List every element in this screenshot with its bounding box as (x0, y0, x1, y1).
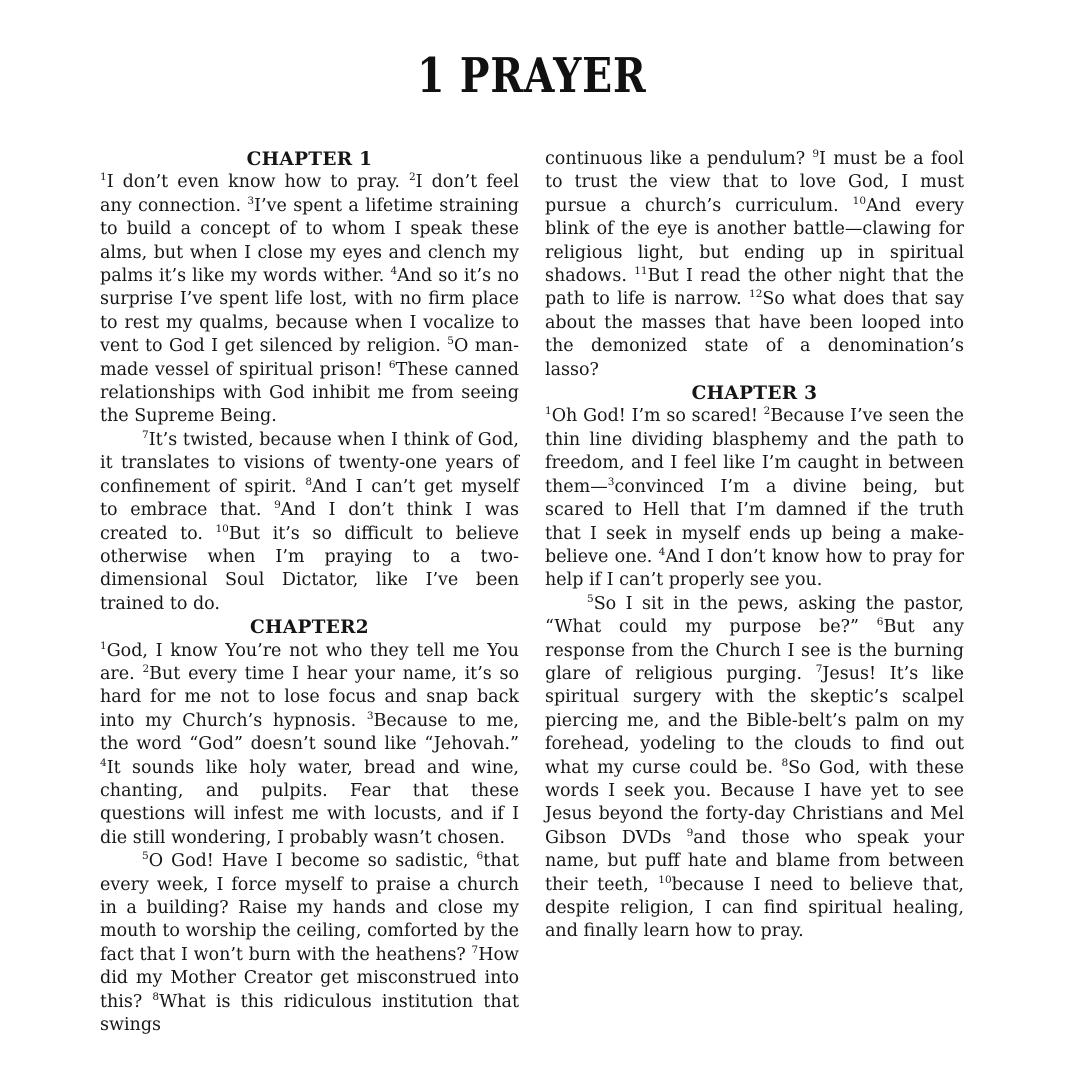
text-column-left (100, 148, 519, 1037)
verse-paragraph: $^1$Oh God! I’m so scared! $^2$Because I’ve seen the thin line dividing blasphemy and the path to freedom, and I feel like I’m caught in between them—$^3$convinced I’m a divine being, but scared to Hell that I’m damned if the truth that I seek in myself ends up being a make-believe one. $^4$And I don’t know how to pray for help if I can’t properly see you. (545, 405, 964, 591)
verse-number: 8 (305, 475, 312, 488)
verse-number: 7 (142, 429, 149, 442)
verse-number: 2 (408, 171, 416, 184)
verse-paragraph: $^7$It’s twisted, because when I think of God, it translates to visions of twenty-one years of confinement of spirit. $^8$And I can’t get myself to embrace that. $^9$And I don’t think I was created to. $^{10}$But it’s so difficult to believe otherwise when I’m praying to a two-dimensional Soul Dictator, like I’ve been trained to do. (100, 429, 520, 614)
page-title (100, 48, 964, 104)
verse-number: 7 (815, 663, 823, 676)
verse-number: 10 (215, 522, 229, 535)
verse-number: 6 (388, 358, 396, 371)
verse-number: 3 (366, 709, 374, 722)
chapter-heading: CHAPTER 1 (246, 149, 373, 170)
verse-number: 4 (390, 265, 398, 278)
verse-number: 8 (152, 990, 160, 1003)
verse-number: 5 (587, 592, 594, 605)
verse-paragraph: $^5$O God! Have I become so sadistic, $^6$that every week, I force myself to praise a church in a building? Raise my hands and close my mouth to worship the ceiling, comforted by the fact that I won’t burn with the heathens? $^7$How did my Mother Creator get misconstrued into this? $^8$What is this ridiculous institution that swings (100, 850, 519, 1036)
verse-number: 4 (658, 546, 666, 559)
verse-number: 1 (100, 171, 107, 184)
verse-number: 5 (447, 335, 454, 348)
verse-number: 9 (274, 499, 281, 512)
chapter-heading: CHAPTER 3 (691, 383, 818, 405)
verse-number: 6 (876, 616, 884, 629)
verse-number: 9 (686, 826, 694, 839)
verse-number: 1 (100, 639, 107, 652)
verse-number: 3 (607, 475, 615, 488)
verse-number: 10 (852, 194, 867, 207)
verse-number: 12 (749, 288, 763, 301)
verse-number: 10 (658, 873, 672, 886)
verse-number: 5 (142, 850, 149, 863)
verse-paragraph: continuous like a pendulum? $^9$I must be a fool to trust the view that to love God, I must pursue a church’s curriculum. $^{10}$And every blink of the eye is another battle—clawing for religious light, but ending up in spiritual shadows. $^{11}$But I read the other night that the path to life is narrow. $^{12}$So what does that say about the masses that have been looped into the demonized state of a denomination’s lasso? (545, 148, 965, 380)
verse-number: 8 (781, 756, 789, 769)
verse-paragraph: $^1$I don’t even know how to pray. $^2$I don’t feel any connection. $^3$I’ve spent a lifetime straining to build a concept of to whom I speak these alms, but when I close my eyes and clench my palms it’s like my words wither. $^4$And so it’s no surprise I’ve spent life lost, with no firm place to rest my qualms, because when I vocalize to vent to God I get silenced by religion. $^5$O man-made vessel of spiritual prison! $^6$These canned relationships with God inhibit me from seeing the Supreme Being. (100, 171, 519, 427)
page-title-text: 1 PRAYER (417, 48, 647, 104)
text-columns (100, 148, 964, 1037)
verse-paragraph: $^5$So I sit in the pews, asking the pastor, “What could my purpose be?” $^6$But any response from the Church I see is the burning glare of religious purging. $^7$Jesus! It’s like spiritual surgery with the skeptic’s scalpel piercing me, and the Bible-belt’s palm on my forehead, yodeling to the clouds to find out what my curse could be. $^8$So God, with these words I seek you. Because I have yet to see Jesus beyond the forty-day Christians and Mel Gibson DVDs $^9$and those who speak your name, but puff hate and blame from between their teeth, $^{10}$because I need to believe that, despite religion, I can find spiritual healing, and finally learn how to pray. (545, 592, 964, 942)
verse-number: 2 (142, 663, 150, 676)
verse-number: 1 (545, 405, 552, 418)
verse-number: 3 (247, 194, 255, 207)
chapter-heading: CHAPTER2 (250, 617, 369, 639)
verse-number: 4 (100, 756, 107, 769)
verse-number: 6 (476, 850, 484, 863)
verse-number: 7 (471, 943, 479, 956)
verse-number: 11 (634, 265, 648, 278)
verse-number: 2 (763, 405, 771, 418)
verse-number: 9 (812, 148, 820, 161)
text-column-right (545, 148, 964, 1037)
verse-paragraph: $^1$God, I know You’re not who they tell me You are. $^2$But every time I hear your name, it’s so hard for me not to lose focus and snap back into my Church’s hypnosis. $^3$Because to me, the word “God” doesn’t sound like “Jehovah.” $^4$It sounds like holy water, bread and wine, chanting, and pulpits. Fear that these questions will infest me with locusts, and if I die still wondering, I probably wasn’t chosen. (100, 639, 520, 848)
